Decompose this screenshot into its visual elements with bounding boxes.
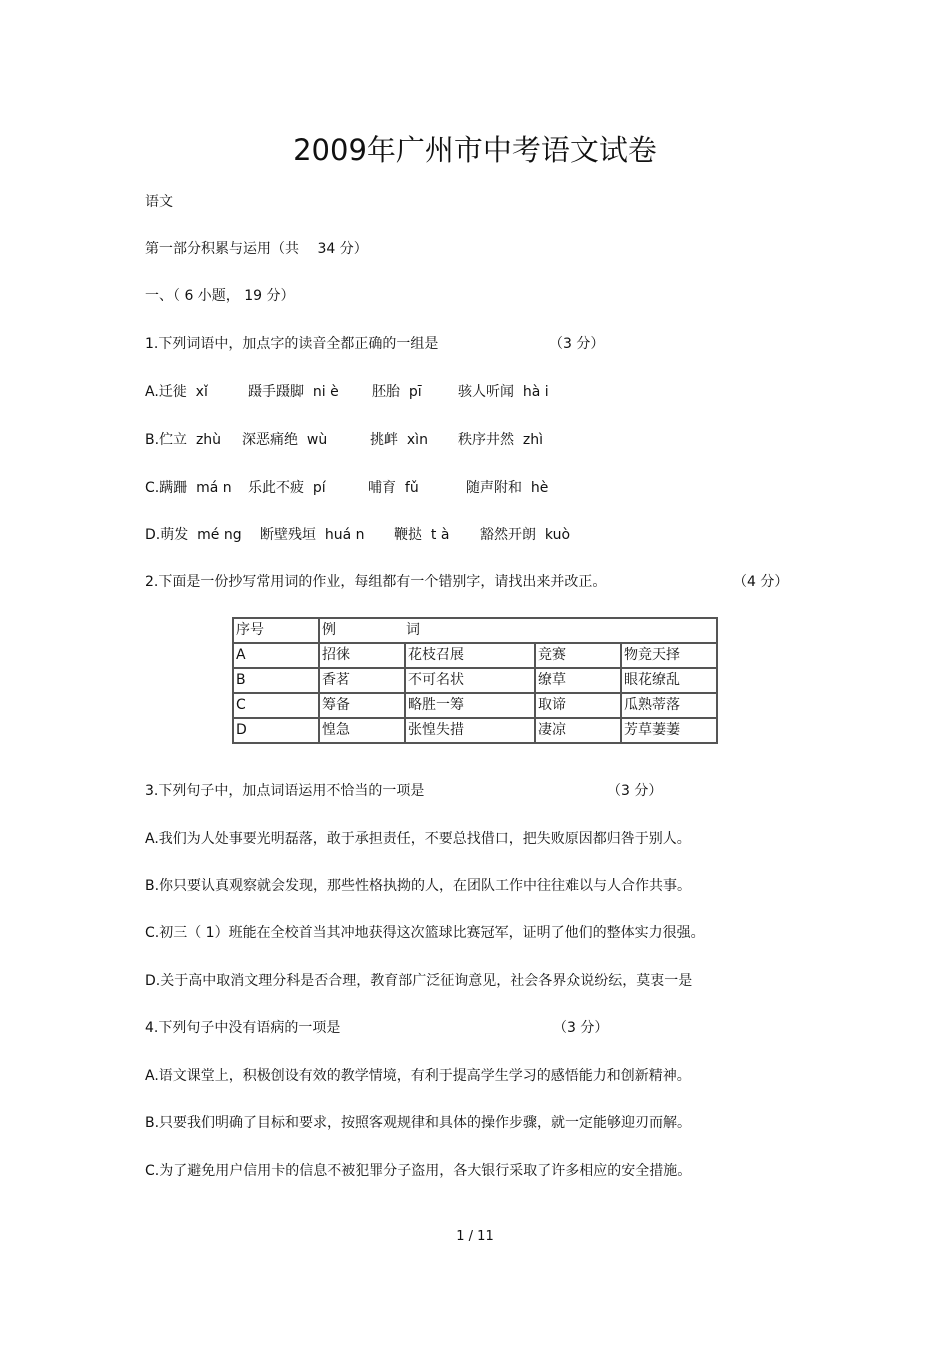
row-c-word3: 取谛 <box>535 693 621 718</box>
q1-d-item4: 豁然开朗 kuò <box>480 527 571 543</box>
q1-a-item1: A.迁徙 xǐ <box>145 384 208 400</box>
q1-a-item2: 蹑手蹑脚 ni è <box>248 384 339 400</box>
q1-b-item1: B.伫立 zhù <box>145 432 222 448</box>
header-words: 例 词 <box>319 618 717 643</box>
table-row <box>233 718 717 743</box>
q3-option-b: B.你只要认真观察就会发现，那些性格执拗的人，在团队工作中往往难以与人合作共事。 <box>145 878 692 894</box>
part-heading: 第一部分积累与运用（共 34 分） <box>145 241 368 257</box>
table-row <box>233 668 717 693</box>
table-row <box>233 693 717 718</box>
subject-label: 语文 <box>145 194 173 210</box>
q1-b-item3: 挑衅 xìn <box>370 432 428 448</box>
q1-d-item1: D.萌发 mé ng <box>145 527 242 543</box>
section-heading: 一、（ 6 小题， 19 分） <box>145 288 295 304</box>
row-a-index: A <box>233 643 319 668</box>
table-header-row <box>233 618 717 643</box>
q1-score: （3 分） <box>549 336 605 352</box>
row-a-word1: 招徕 <box>319 643 405 668</box>
row-d-word2: 张惶失措 <box>405 718 535 743</box>
row-b-word3: 缭草 <box>535 668 621 693</box>
q1-b-item4: 秩序井然 zhì <box>458 432 544 448</box>
row-b-word1: 香茗 <box>319 668 405 693</box>
q3-option-c: C.初三（ 1）班能在全校首当其冲地获得这次篮球比赛冠军，证明了他们的整体实力很强。 <box>145 925 705 941</box>
row-a-word3: 竞赛 <box>535 643 621 668</box>
q3-option-d: D.关于高中取消文理分科是否合理，教育部广泛征询意见，社会各界众说纷纭，莫衷一是 <box>145 973 693 989</box>
q1-c-item1: C.蹒跚 má n <box>145 480 232 496</box>
row-b-word4: 眼花缭乱 <box>621 668 717 693</box>
q3-option-a: A.我们为人处事要光明磊落，敢于承担责任，不要总找借口，把失败原因都归咎于别人。 <box>145 831 691 847</box>
row-c-word2: 略胜一筹 <box>405 693 535 718</box>
q2-stem: 2.下面是一份抄写常用词的作业，每组都有一个错别字，请找出来并改正。 <box>145 574 607 590</box>
word-table <box>232 617 718 744</box>
row-d-word4: 芳草萋萋 <box>621 718 717 743</box>
q1-a-item4: 骇人听闻 hà i <box>458 384 549 400</box>
row-c-index: C <box>233 693 319 718</box>
header-index: 序号 <box>233 618 319 643</box>
q4-option-b: B.只要我们明确了目标和要求，按照客观规律和具体的操作步骤，就一定能够迎刃而解。 <box>145 1115 692 1131</box>
row-c-word4: 瓜熟蒂落 <box>621 693 717 718</box>
q2-score: （4 分） <box>733 574 789 590</box>
row-a-word4: 物竞天择 <box>621 643 717 668</box>
page-title: 2009年广州市中考语文试卷 <box>293 133 657 167</box>
row-a-word2: 花枝召展 <box>405 643 535 668</box>
page-number: 1 / 11 <box>456 1229 494 1244</box>
q1-d-item2: 断壁残垣 huá n <box>260 527 365 543</box>
q4-score: （3 分） <box>553 1020 609 1036</box>
q1-b-item2: 深恶痛绝 wù <box>242 432 328 448</box>
q4-stem: 4.下列句子中没有语病的一项是 <box>145 1020 341 1036</box>
q1-c-item3: 哺育 fǔ <box>368 480 419 496</box>
row-d-word3: 凄凉 <box>535 718 621 743</box>
q4-option-c: C.为了避免用户信用卡的信息不被犯罪分子盗用，各大银行采取了许多相应的安全措施。 <box>145 1163 692 1179</box>
row-b-word2: 不可名状 <box>405 668 535 693</box>
row-c-word1: 筹备 <box>319 693 405 718</box>
row-d-index: D <box>233 718 319 743</box>
q1-c-item4: 随声附和 hè <box>466 480 549 496</box>
q1-c-item2: 乐此不疲 pí <box>248 480 326 496</box>
row-b-index: B <box>233 668 319 693</box>
q3-stem: 3.下列句子中，加点词语运用不恰当的一项是 <box>145 783 425 799</box>
q1-d-item3: 鞭挞 t à <box>394 527 450 543</box>
q1-a-item3: 胚胎 pī <box>372 384 422 400</box>
table-row <box>233 643 717 668</box>
row-d-word1: 惶急 <box>319 718 405 743</box>
q4-option-a: A.语文课堂上，积极创设有效的教学情境，有利于提高学生学习的感悟能力和创新精神。 <box>145 1068 691 1084</box>
q1-stem: 1.下列词语中，加点字的读音全都正确的一组是 <box>145 336 439 352</box>
q3-score: （3 分） <box>607 783 663 799</box>
